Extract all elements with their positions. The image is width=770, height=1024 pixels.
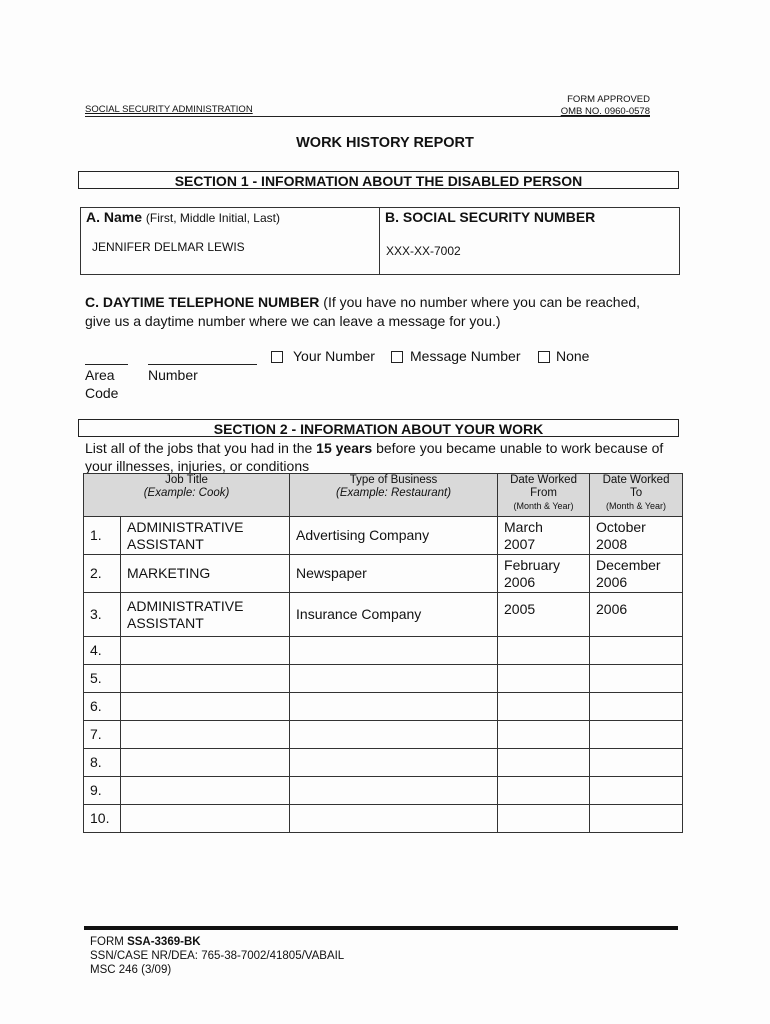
job-title-line1: ADMINISTRATIVE xyxy=(127,518,244,535)
ssn-label: B. SOCIAL SECURITY NUMBER xyxy=(385,209,596,225)
col-date-from-line2: From xyxy=(530,487,557,499)
job-row xyxy=(84,749,683,777)
row-number: 6. xyxy=(84,693,121,721)
col-date-from-line1: Date Worked xyxy=(510,474,577,486)
date-to-cell[interactable] xyxy=(590,593,683,637)
identity-divider xyxy=(379,207,380,275)
ssn-field[interactable]: XXX-XX-7002 xyxy=(386,244,461,258)
job-row xyxy=(84,805,683,833)
date-from-cell[interactable] xyxy=(498,693,590,721)
date-to-cell[interactable] xyxy=(590,777,683,805)
job-row xyxy=(84,693,683,721)
your-number-checkbox[interactable] xyxy=(271,351,283,363)
job-row xyxy=(84,637,683,665)
col-date-from-line3: (Month & Year) xyxy=(513,501,574,511)
date-from-cell[interactable] xyxy=(498,777,590,805)
jobs-instructions xyxy=(85,439,675,475)
job-title-cell[interactable] xyxy=(121,555,290,593)
job-row xyxy=(84,555,683,593)
business-cell[interactable] xyxy=(290,777,498,805)
date-from-cell[interactable] xyxy=(498,721,590,749)
phone-note: (If you have no number where you can be reached, give us a daytime number where we can leave a message for you.) xyxy=(85,294,641,329)
job-title-line2: ASSISTANT xyxy=(127,535,204,552)
col-date-from xyxy=(498,474,590,517)
intro-after: before you became unable to work because of your illnesses, injuries, or conditions xyxy=(85,440,664,474)
col-job-title-example: (Example: Cook) xyxy=(143,487,230,499)
date-to-cell[interactable] xyxy=(590,721,683,749)
job-row xyxy=(84,777,683,805)
name-label-sub: (First, Middle Initial, Last) xyxy=(145,211,280,225)
date-from-cell[interactable] xyxy=(498,805,590,833)
area-code-field[interactable] xyxy=(85,364,128,365)
col-date-to-line3: (Month & Year) xyxy=(605,501,667,511)
none-checkbox[interactable] xyxy=(538,351,550,363)
business-cell[interactable]: Insurance Company xyxy=(290,593,498,637)
job-title-cell[interactable] xyxy=(121,693,290,721)
date-to-cell[interactable] xyxy=(590,555,683,593)
date-to-cell[interactable] xyxy=(590,637,683,665)
footer-rule xyxy=(84,926,678,930)
form-id-line xyxy=(90,935,344,949)
intro-bold: 15 years xyxy=(316,440,373,456)
job-title-cell[interactable] xyxy=(121,637,290,665)
date-to-line1: October xyxy=(596,519,646,535)
msc-line: MSC 246 (3/09) xyxy=(90,964,172,976)
date-to-cell[interactable] xyxy=(590,805,683,833)
job-row xyxy=(84,593,683,637)
row-number: 8. xyxy=(84,749,121,777)
form-prefix: FORM xyxy=(90,936,128,948)
col-date-to-line2: To xyxy=(629,487,643,499)
none-label: None xyxy=(556,348,590,364)
area-code-label-line1: Area xyxy=(85,367,115,383)
footer xyxy=(90,935,344,977)
job-title-line2: ASSISTANT xyxy=(127,614,204,631)
business-cell[interactable]: Advertising Company xyxy=(290,517,498,555)
col-date-to-line1: Date Worked xyxy=(602,474,670,486)
name-label-text: A. Name xyxy=(86,209,143,225)
name-field[interactable]: JENNIFER DELMAR LEWIS xyxy=(92,240,245,254)
date-from-line1: 2005 xyxy=(504,601,536,617)
business-cell[interactable] xyxy=(290,665,498,693)
col-date-to xyxy=(590,474,683,517)
date-to-cell[interactable] xyxy=(590,517,683,555)
date-from-line2: 2006 xyxy=(504,574,536,590)
page-title: WORK HISTORY REPORT xyxy=(296,135,474,151)
job-row xyxy=(84,665,683,693)
message-number-label: Message Number xyxy=(410,348,521,364)
date-to-cell[interactable] xyxy=(590,665,683,693)
jobs-table xyxy=(83,473,683,833)
date-from-line1: February xyxy=(504,557,561,573)
job-title-cell[interactable] xyxy=(121,517,290,555)
row-number: 3. xyxy=(84,593,121,637)
name-label xyxy=(86,209,280,225)
job-title-cell[interactable] xyxy=(121,593,290,637)
jobs-header-row xyxy=(84,474,683,517)
job-title-cell[interactable] xyxy=(121,805,290,833)
row-number: 2. xyxy=(84,555,121,593)
job-title-cell[interactable] xyxy=(121,721,290,749)
col-business-example: (Example: Restaurant) xyxy=(335,487,452,499)
row-number: 5. xyxy=(84,665,121,693)
row-number: 1. xyxy=(84,517,121,555)
col-business-label: Type of Business xyxy=(349,474,438,486)
row-number: 4. xyxy=(84,637,121,665)
section2-heading: SECTION 2 - INFORMATION ABOUT YOUR WORK xyxy=(78,419,679,437)
job-title-cell[interactable] xyxy=(121,749,290,777)
col-business xyxy=(290,474,498,517)
form-id: SSA-3369-BK xyxy=(127,936,201,948)
date-from-cell[interactable] xyxy=(498,593,590,637)
job-title-cell[interactable] xyxy=(121,665,290,693)
date-from-cell[interactable] xyxy=(498,665,590,693)
date-to-cell[interactable] xyxy=(590,693,683,721)
business-cell[interactable] xyxy=(290,749,498,777)
agency-name: SOCIAL SECURITY ADMINISTRATION xyxy=(85,104,253,115)
row-number: 9. xyxy=(84,777,121,805)
date-from-line2: 2007 xyxy=(504,536,536,552)
job-title-cell[interactable] xyxy=(121,777,290,805)
job-row xyxy=(84,721,683,749)
header-rule xyxy=(85,116,650,117)
phone-number-field[interactable] xyxy=(148,364,257,365)
date-from-cell[interactable] xyxy=(498,637,590,665)
area-code-label-line2: Code xyxy=(85,385,119,401)
date-to-line2: 2008 xyxy=(596,536,628,552)
date-to-line1: December xyxy=(596,557,661,573)
section1-heading: SECTION 1 - INFORMATION ABOUT THE DISABLED PERSON xyxy=(78,171,679,189)
message-number-checkbox[interactable] xyxy=(391,351,403,363)
number-label: Number xyxy=(148,367,198,383)
col-job-title xyxy=(84,474,290,517)
col-job-title-label: Job Title xyxy=(165,474,208,486)
form-approval xyxy=(540,94,650,118)
intro-before: List all of the jobs that you had in the xyxy=(85,440,317,456)
date-from-line1: March xyxy=(504,519,543,535)
date-to-line2: 2006 xyxy=(596,574,628,590)
business-cell[interactable] xyxy=(290,805,498,833)
date-to-line1: 2006 xyxy=(596,601,628,617)
job-row xyxy=(84,517,683,555)
business-cell[interactable]: Newspaper xyxy=(290,555,498,593)
phone-label: C. DAYTIME TELEPHONE NUMBER xyxy=(85,294,320,310)
phone-instructions xyxy=(85,293,655,331)
approval-text: FORM APPROVED xyxy=(567,94,650,105)
omb-number: OMB NO. 0960-0578 xyxy=(560,106,650,117)
date-from-cell[interactable] xyxy=(498,517,590,555)
row-number: 7. xyxy=(84,721,121,749)
row-number: 10. xyxy=(84,805,121,833)
case-line: SSN/CASE NR/DEA: 765-38-7002/41805/VABAIL xyxy=(90,950,345,962)
business-cell[interactable] xyxy=(290,721,498,749)
business-cell[interactable] xyxy=(290,637,498,665)
date-from-cell[interactable] xyxy=(498,555,590,593)
job-title-line1: ADMINISTRATIVE xyxy=(127,597,244,614)
date-from-cell[interactable] xyxy=(498,749,590,777)
job-title-line1: MARKETING xyxy=(127,565,211,581)
your-number-label: Your Number xyxy=(293,348,375,364)
area-code-label xyxy=(85,366,118,402)
business-cell[interactable] xyxy=(290,693,498,721)
date-to-cell[interactable] xyxy=(590,749,683,777)
